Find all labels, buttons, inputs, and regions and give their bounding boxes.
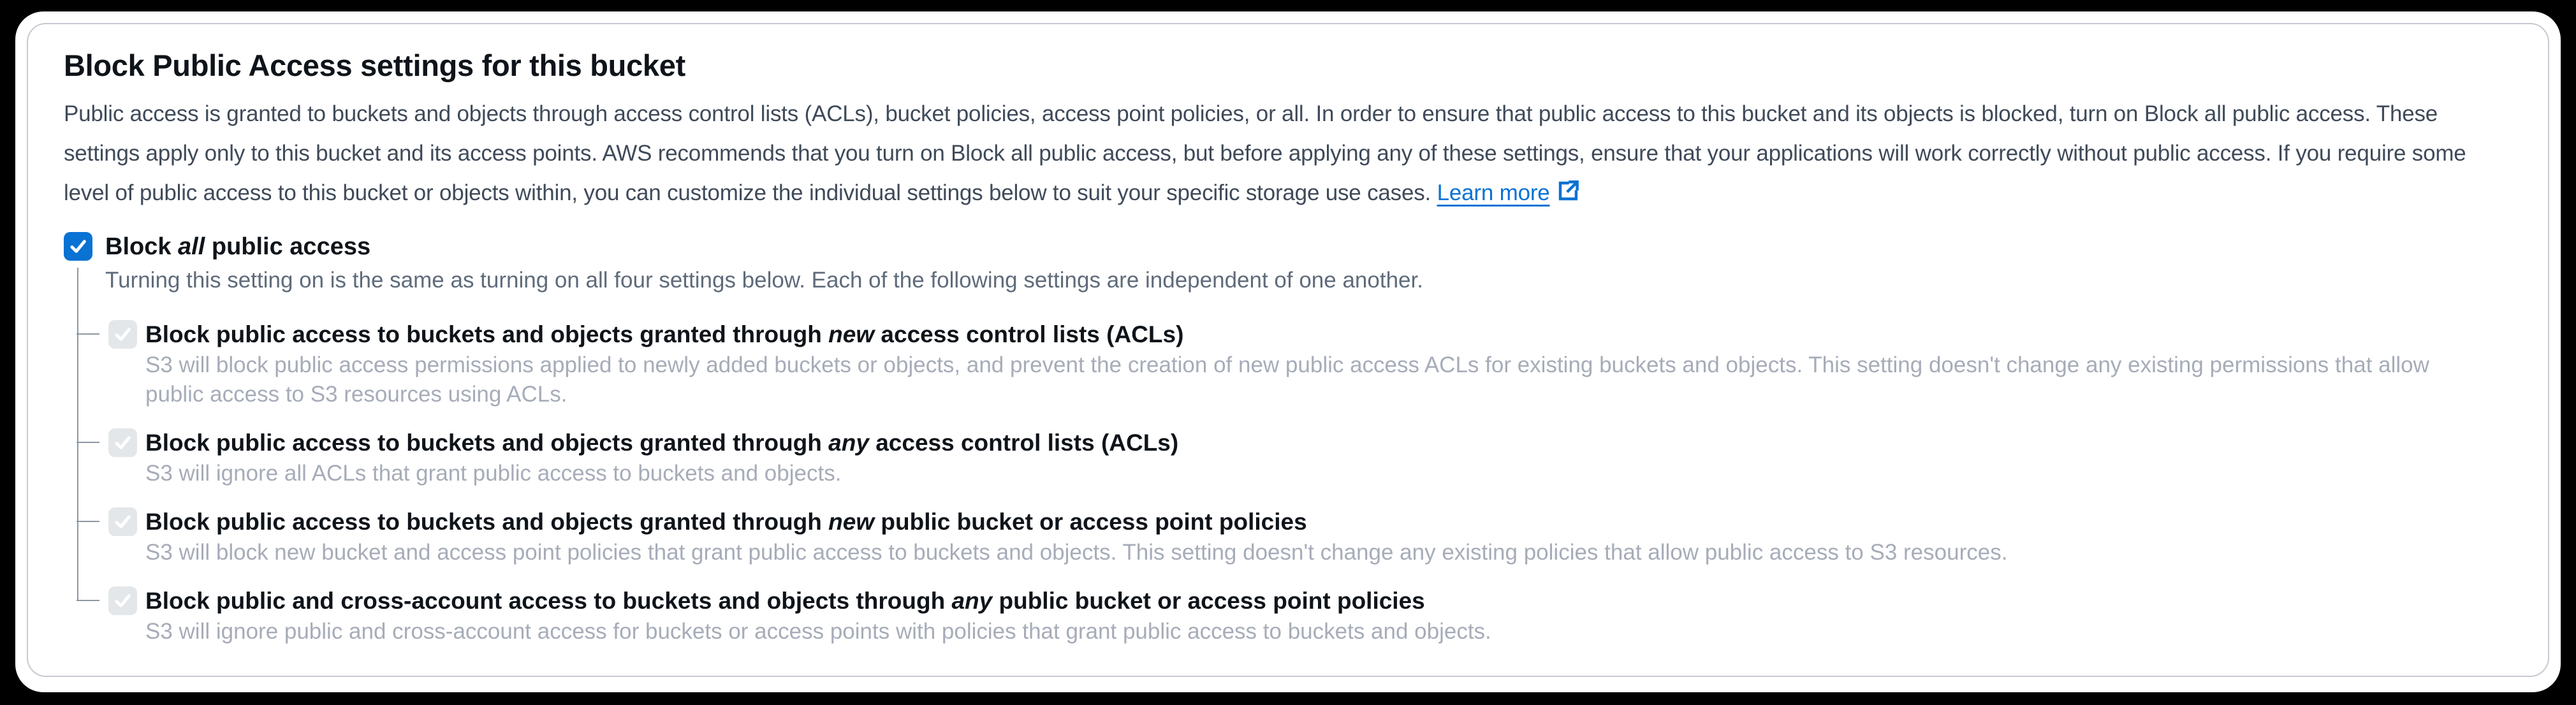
setting-label-suffix: access control lists (ACLs) <box>874 321 1184 347</box>
setting-label-italic: new <box>828 509 875 535</box>
setting-row-block-new-policies <box>108 507 2491 567</box>
setting-label-suffix: public bucket or access point policies <box>992 588 1425 614</box>
setting-description: S3 will ignore all ACLs that grant public access to buckets and objects. <box>145 461 842 486</box>
setting-checkbox-new-acls <box>108 320 137 349</box>
learn-more-label: Learn more <box>1437 180 1550 205</box>
block-all-group <box>64 232 2491 646</box>
setting-label-prefix: Block public access to buckets and objects granted through <box>145 430 829 456</box>
block-all-label <box>105 232 370 261</box>
check-icon <box>112 590 133 611</box>
setting-description: S3 will ignore public and cross-account access for buckets or access points with policies that grant public access to buckets and objects. <box>145 619 1491 644</box>
external-link-icon <box>1556 178 1581 203</box>
check-icon <box>68 236 89 257</box>
setting-label-suffix: access control lists (ACLs) <box>868 430 1179 456</box>
setting-row-block-any-acls <box>108 428 2491 488</box>
setting-label <box>145 320 2491 349</box>
setting-checkbox-any-acls <box>108 428 137 457</box>
outer-card <box>15 11 2561 692</box>
page-title: Block Public Access settings for this bucket <box>64 48 685 82</box>
block-all-label-italic: all <box>178 233 205 260</box>
panel-description-text: Public access is granted to buckets and objects through access control lists (ACLs), bucket policies, access point policies, or all. In order to ensure that public access to this bucket and its objects is blocked, turn on Block all public access. These settings apply only to this bucket and its access points. AWS recommends that you turn on Block all public access, but before applying any of these settings, ensure that your applications will work correctly without public access. If you require some level of public access to this bucket or objects within, you can customize the individual settings below to suit your specific storage use cases. <box>64 101 2466 205</box>
setting-description: S3 will block new bucket and access point policies that grant public access to buckets and objects. This setting doesn't change any existing policies that allow public access to S3 resources. <box>145 540 2008 565</box>
setting-label-prefix: Block public and cross-account access to buckets and objects through <box>145 588 952 614</box>
setting-label-prefix: Block public access to buckets and objects granted through <box>145 321 829 347</box>
panel-description <box>64 94 2491 213</box>
setting-label-italic: new <box>828 321 875 347</box>
check-icon <box>112 432 133 453</box>
learn-more-link[interactable] <box>1437 180 1581 205</box>
setting-row-block-any-policies <box>108 586 2491 646</box>
setting-description: S3 will block public access permissions applied to newly added buckets or objects, and prevent the creation of new public access ACLs for existing buckets and objects. This setting doesn't change any existing permissions that allow public access to S3 resources using ACLs. <box>145 352 2429 407</box>
block-all-row <box>64 232 2491 261</box>
setting-label-suffix: public bucket or access point policies <box>874 509 1307 535</box>
setting-label-prefix: Block public access to buckets and objects granted through <box>145 509 829 535</box>
sub-settings-list <box>64 320 2491 646</box>
setting-checkbox-new-policies <box>108 507 137 536</box>
setting-row-block-new-acls <box>108 320 2491 409</box>
setting-label <box>145 507 2491 536</box>
block-public-access-panel <box>27 23 2549 677</box>
tree-connector-line <box>77 268 78 601</box>
block-all-label-suffix: public access <box>205 233 371 260</box>
block-all-label-prefix: Block <box>105 233 179 260</box>
setting-label-italic: any <box>951 588 993 614</box>
check-icon <box>112 324 133 345</box>
block-all-help-text: Turning this setting on is the same as turning on all four settings below. Each of the following settings are independent of one another. <box>105 268 1423 293</box>
check-icon <box>112 511 133 532</box>
setting-checkbox-any-policies <box>108 586 137 615</box>
setting-label-italic: any <box>828 430 869 456</box>
setting-label <box>145 428 2491 457</box>
block-all-checkbox[interactable] <box>64 232 92 261</box>
setting-label <box>145 586 2491 615</box>
